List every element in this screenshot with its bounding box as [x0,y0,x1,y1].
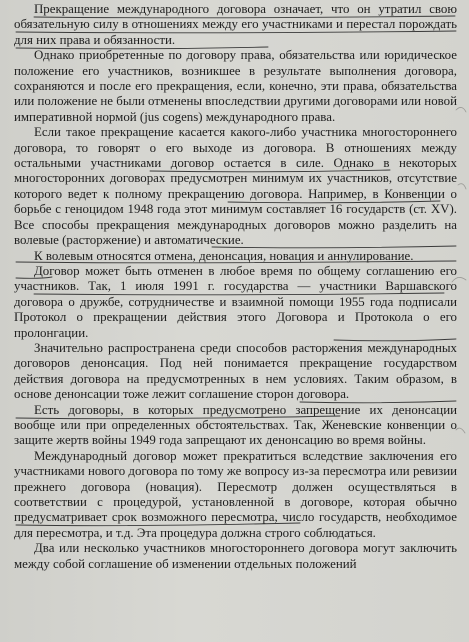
paragraph-4: К волевым относятся отмена, денонсация, новация и аннулирование. [34,248,414,263]
paragraph-1: Прекращение международного договора означает, что он утратил свою обязательную силу в отношениях между его участниками и перестал порождать для них права и обязанности. [14,2,457,47]
paragraph-6: Значительно распространена среди способов расторжения международных договоров денонсация. Под ней понимается прекращение государством действия договора на предусмотренных в нем условиях. Таким образом, в основе денонсации тоже лежит соглашение сторон договора. [14,340,457,402]
margin-scribble [456,428,465,433]
paragraph-8: Международный договор может прекратиться вследствие заключения его участниками нового договора по тому же вопросу из-за пересмотра или ревизии прежнего договора (новация). Пересмотр должен осуществляться в соответствии с процедурой, установленной в договоре, которая обычно предусматривает срок возможного пересмотра, число государств, необходимое для пересмотра, и т.д. Эта процедура должна строго соблюдаться. [14,448,457,540]
page-text [14,2,457,572]
paragraph-3: Если такое прекращение касается какого-либо участника многостороннего договора, то говорят о его выходе из договора. В отношениях между остальными участниками договор остается в силе. Однако в некоторых многосторонних договорах предусмотрен минимум их участников, отсутствие которого ведет к полному прекращению договора. Например, в Конвенции о борьбе с геноцидом 1948 года этот минимум составляет 16 государств (ст. XV). Все способы прекращения международных договоров можно разделить на волевые (расторжение) и автоматические. [14,125,457,248]
paragraph-2: Однако приобретенные по договору права, обязательства или юридическое положение его участников, возникшее в результате выполнения договора, сохраняются и после его прекращения, если, конечно, эти права, обязательства или положение не были отменены впоследствии другими договорами или новой императивной нормой (jus cogens) международного права. [14,48,457,124]
paragraph-5: Договор может быть отменен в любое время по общему соглашению его участников. Так, 1 июля 1991 г. государства — участники Варшавского договора о дружбе, сотрудничестве и взаимной помощи 1955 года подписали Протокол о прекращении действия этого Договора и Протокола о его пролонгации. [14,263,457,340]
paragraph-9: Два или несколько участников многостороннего договора могут заключить между собой соглашение об изменении отдельных положений [14,541,457,571]
margin-scribble [458,184,466,189]
margin-scribble [456,107,466,112]
paragraph-7: Есть договоры, в которых предусмотрено запрещение их денонсации вообще или при определенных обстоятельствах. Так, Женевские конвенции о защите жертв войны 1949 года запрещают их денонсацию во время войны. [14,402,457,448]
